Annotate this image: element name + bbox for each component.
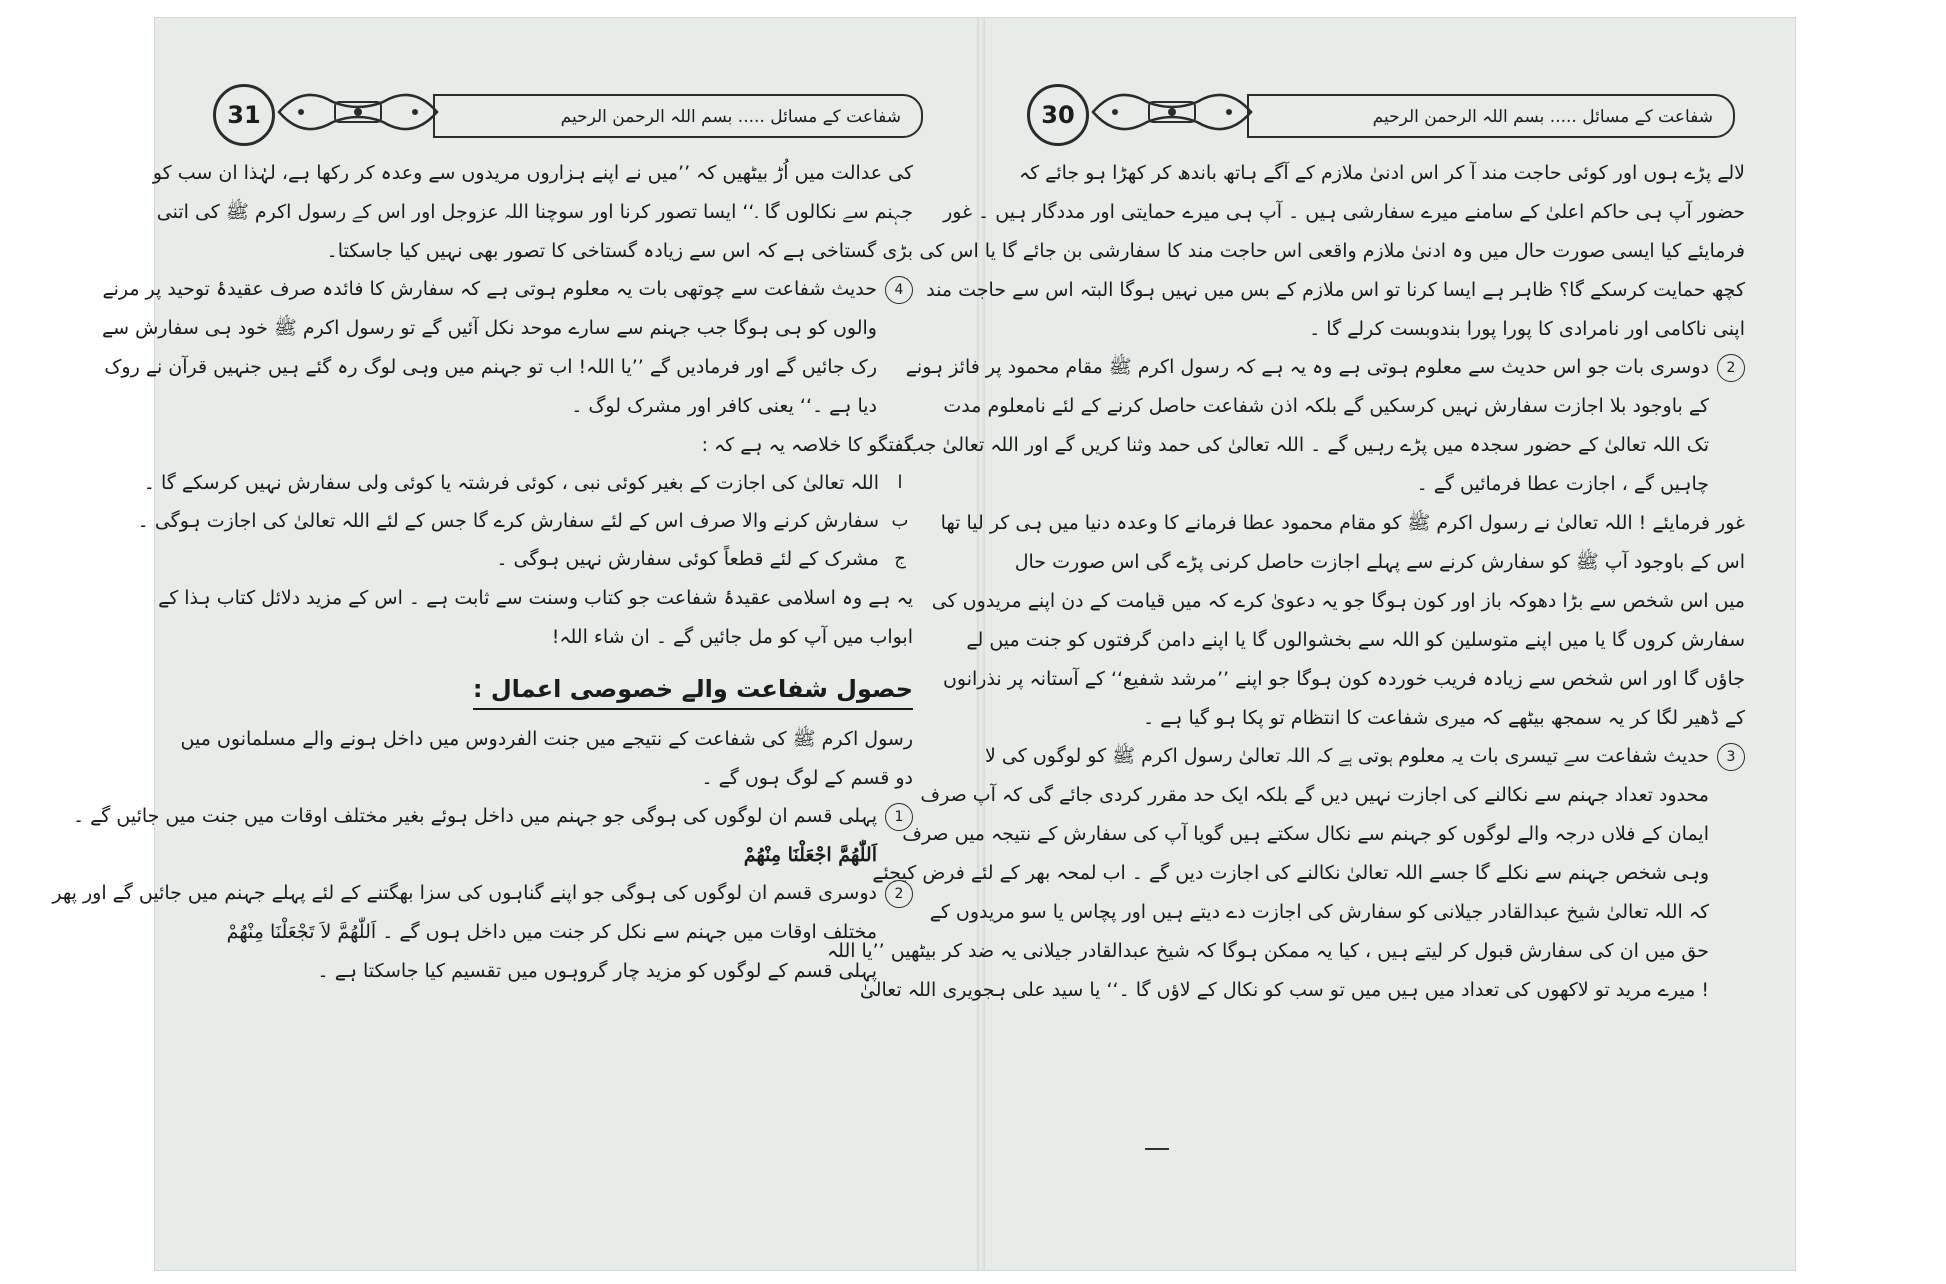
point-2 (905, 352, 1745, 499)
item-text: اللہ تعالیٰ کی اجازت کے بغیر کوئی نبی ، کوئی فرشتہ یا کوئی ولی سفارش نہیں کرسکے گا ۔ (143, 472, 879, 494)
left-page (52, 18, 965, 1270)
text-line: ایمان کے فلاں درجہ والے لوگوں کو جہنم سے نکال سکتے ہیں گویا آپ کی سفارش کے نتیجہ میں صرف (902, 823, 1709, 845)
point-4 (101, 274, 913, 421)
header-title: شفاعت کے مسائل ..... بسم اللہ الرحمن الرحیم (1372, 106, 1713, 127)
open-booklet (52, 18, 1795, 1270)
header-title: شفاعت کے مسائل ..... بسم اللہ الرحمن الرحیم (560, 106, 901, 127)
circled-number: 1 (885, 803, 913, 831)
text-line: کہ اللہ تعالیٰ شیخ عبدالقادر جیلانی کو سفارش کی اجازت دے دیتے ہیں اور پچاس یا سو مریدوں کے (929, 901, 1709, 923)
text-line: فرمایئے کیا ایسی صورت حال میں وہ ادنیٰ ملازم واقعی اس حاجت مند کا سفارشی بن جائے گا یا اس کی (919, 240, 1745, 262)
text-line: تک اللہ تعالیٰ کے حضور سجدہ میں پڑے رہیں گے ۔ اللہ تعالیٰ کی حمد وثنا کریں گے اور اللہ تعالیٰ جب (905, 434, 1709, 456)
footer-dash (1145, 1148, 1169, 1150)
text-line: دوسری بات جو اس حدیث سے معلوم ہوتی ہے وہ یہ ہے کہ رسول اکرم ﷺ مقام محمود پر فائز ہونے (905, 356, 1709, 378)
text-line: دوسری قسم ان لوگوں کی ہوگی جو اپنے گناہوں کی سزا بھگتنے کے لئے پہلے جہنم میں جائیں گے اور پھر (52, 882, 877, 904)
right-page (827, 18, 1795, 1270)
text-line: رسول اکرم ﷺ کی شفاعت کے نتیجے میں جنت الفردوس میں داخل ہونے والے مسلمانوں میں (180, 728, 913, 750)
category-2 (52, 878, 913, 986)
item-text: سفارش کرنے والا صرف اس کے لئے سفارش کرے گا جس کے لئے اللہ تعالیٰ کی اجازت ہوگی ۔ (137, 510, 879, 532)
summary-item (143, 468, 913, 498)
text-line: میں اس شخص سے بڑا دھوکہ باز اور کون ہوگا جو یہ دعویٰ کرے کہ میں قیامت کے دن اپنے مریدوں کی (931, 590, 1745, 612)
item-letter: ج (894, 548, 906, 569)
text-line: لالے پڑے ہوں اور کوئی حاجت مند آ کر اس ادنیٰ ملازم کے آگے ہاتھ باندھ کر کھڑا ہو جائے کہ (1018, 162, 1745, 184)
text-line: ابواب میں آپ کو مل جائیں گے ۔ ان شاء اللہ! (551, 626, 913, 648)
text-line: ! میرے مرید تو لاکھوں کی تعداد میں ہیں میں تو سب کو نکال کے لاؤں گا ۔‘‘ یا سید علی ہجویری اللہ تعالیٰ (859, 979, 1709, 1001)
ornament-icon (1087, 84, 1257, 140)
item-letter: ب (891, 510, 909, 531)
summary-intro: گفتگو کا خلاصہ یہ ہے کہ : (701, 434, 913, 456)
header-banner (1247, 94, 1735, 138)
header-banner (433, 94, 923, 138)
page-number: 31 (213, 84, 275, 146)
text-line: حدیث شفاعت سے چوتھی بات یہ معلوم ہوتی ہے کہ سفارش کا فائدہ صرف عقیدۂ توحید پر مرنے (102, 278, 877, 300)
text-line: دو قسم کے لوگ ہوں گے ۔ (701, 767, 913, 789)
item-letter: ا (897, 472, 903, 493)
text-line: پہلی قسم کے لوگوں کو مزید چار گروہوں میں تقسیم کیا جاسکتا ہے ۔ (317, 960, 877, 982)
item-text: مشرک کے لئے قطعاً کوئی سفارش نہیں ہوگی ۔ (496, 548, 879, 570)
text-line: محدود تعداد جہنم سے نکالنے کی اجازت نہیں دیں گے بلکہ ایک حد مقرر کردی جائے گی کہ آپ صرف (920, 784, 1709, 806)
text-line: جاؤں گا اور اس شخص سے زیادہ فریب خوردہ کون ہوگا جو اپنے ’’مرشد شفیع‘‘ کے آستانہ پر نذرانوں (942, 668, 1745, 690)
text-line: کے ڈھیر لگا کر یہ سمجھ بیٹھے کہ میری شفاعت کا انتظام تو پکا ہو گیا ہے ۔ (1142, 707, 1745, 729)
text-line: غور فرمایئے ! اللہ تعالیٰ نے رسول اکرم ﷺ کو مقام محمود عطا فرمانے کا وعدہ دنیا میں ہی کر لیا تھا (940, 512, 1745, 534)
text-line: اپنی ناکامی اور نامرادی کا پورا پورا بندوبست کرلے گا ۔ (1309, 318, 1745, 340)
text-line: حق میں ان کی سفارش قبول کر لیتے ہیں ، کیا یہ ممکن ہوگا کہ شیخ عبدالقادر جیلانی یہ ضد کر بیٹھیں ’’یا اللہ (827, 940, 1709, 962)
page-body (52, 158, 913, 986)
circled-number: 2 (885, 880, 913, 908)
ornament-icon (273, 84, 443, 140)
text-line: حضور آپ ہی حاکم اعلیٰ کے سامنے میرے سفارشی ہیں ۔ آپ ہی میرے حمایتی اور مددگار ہیں ۔ غور (943, 201, 1745, 223)
text-line: والوں کو ہی ہوگا جب جہنم سے سارے موحد نکل آئیں گے تو رسول اکرم ﷺ خود ہی سفارش سے (101, 317, 877, 339)
text-line: مختلف اوقات میں جہنم سے نکل کر جنت میں داخل ہوں گے ۔ اَللّٰھُمَّ لاَ تَجْعَلْنَا مِنْھُمْ (226, 921, 877, 943)
page-body (827, 158, 1745, 1005)
page-header (213, 80, 923, 150)
text-line: رک جائیں گے اور فرمادیں گے ’’یا اللہ! اب تو جہنم میں وہی لوگ رہ گئے ہیں جنہیں قرآن نے روک (104, 356, 877, 378)
text-line: چاہیں گے ، اجازت عطا فرمائیں گے ۔ (1416, 473, 1709, 495)
summary-item (137, 506, 913, 536)
page-number: 30 (1027, 84, 1089, 146)
text-line: یہ ہے وہ اسلامی عقیدۂ شفاعت جو کتاب وسنت سے ثابت ہے ۔ اس کے مزید دلائل کتاب ہذا کے (158, 587, 913, 609)
dua-text: اَللّٰھُمَّ اجْعَلْنَا مِنْھُمْ (743, 844, 877, 866)
summary-item (223, 544, 913, 574)
section-heading: حصول شفاعت والے خصوصی اعمال : (473, 674, 913, 710)
text-line: سفارش کروں گا یا میں اپنے متوسلین کو اللہ سے بخشوالوں گا یا اپنے دامن گرفتوں کو جنت میں لے (966, 629, 1745, 651)
circled-number: 4 (885, 276, 913, 304)
text-line: بڑی گستاخی ہے کہ اس سے زیادہ گستاخی کا تصور بھی نہیں کیا جاسکتا۔ (326, 240, 913, 262)
text-line: وہی شخص جہنم سے نکلے گا جسے اللہ تعالیٰ نکالنے کی اجازت دیں گے ۔ اب لمحہ بھر کے لئے فرض کیجئے (872, 862, 1709, 884)
text-line: حدیث شفاعت سے تیسری بات یہ معلوم ہوتی ہے کہ اللہ تعالیٰ رسول اکرم ﷺ کو لوگوں کی لا (985, 745, 1709, 767)
text-line: اس کے باوجود آپ ﷺ کو سفارش کرنے سے پہلے اجازت حاصل کرنی پڑے گی اس صورت حال (1014, 551, 1745, 573)
circled-number: 2 (1717, 354, 1745, 382)
text-line: کچھ حمایت کرسکے گا؟ ظاہر ہے ایسا کرنا تو اس ملازم کے بس میں نہیں ہوگا البتہ اس سے حاجت مند (926, 279, 1745, 301)
circled-number: 3 (1717, 743, 1745, 771)
text-line: پہلی قسم ان لوگوں کی ہوگی جو جہنم میں داخل ہوئے بغیر مختلف اوقات میں جنت میں جائیں گے ۔ (72, 805, 877, 827)
point-3 (827, 741, 1745, 1005)
category-1 (72, 801, 913, 870)
text-line: دیا ہے ۔‘‘ یعنی کافر اور مشرک لوگ ۔ (571, 395, 877, 417)
text-line: جہنم سے نکالوں گا ۔‘‘ ایسا تصور کرنا اور سوچنا اللہ عزوجل اور اس کے رسول اکرم ﷺ کی اتنی (156, 201, 913, 223)
text-line: کی عدالت میں اُڑ بیٹھیں کہ ’’میں نے اپنے ہزاروں مریدوں سے وعدہ کر رکھا ہے، لہٰذا ان سب کو (152, 162, 913, 184)
text-line: کے باوجود بلا اجازت سفارش نہیں کرسکیں گے بلکہ اذن شفاعت حاصل کرنے کے لئے نامعلوم مدت (943, 395, 1709, 417)
page-header (1027, 80, 1735, 150)
